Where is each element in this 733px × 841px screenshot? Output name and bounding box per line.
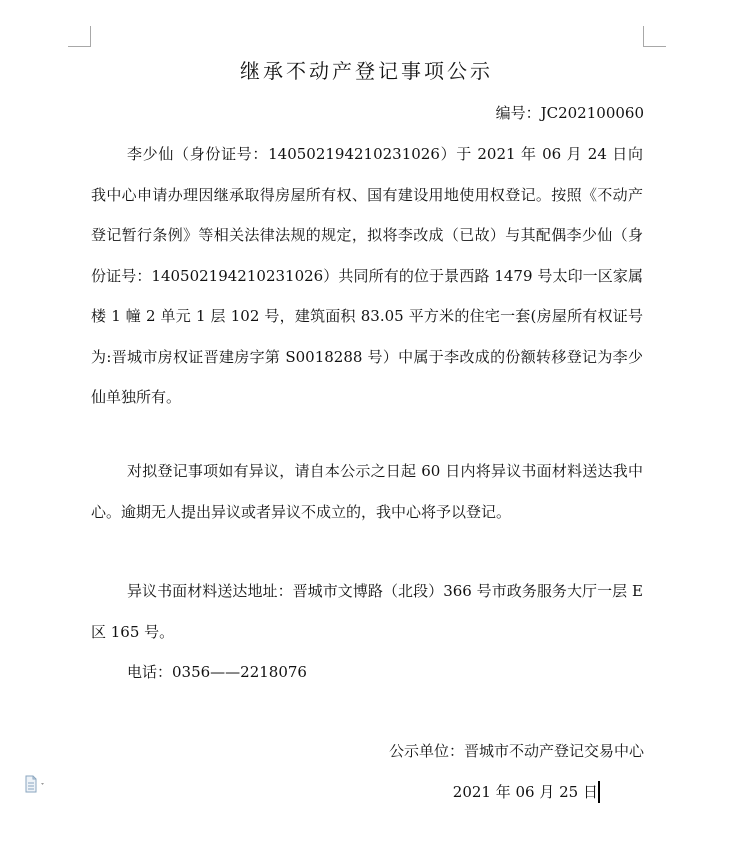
paragraph-address: 异议书面材料送达地址：晋城市文博路（北段）366 号市政务服务大厅一层 E 区 165 号。 — [91, 582, 643, 641]
document-title: 继承不动产登记事项公示 — [240, 59, 493, 83]
page-corner-mark-top-left — [68, 26, 91, 47]
page-corner-mark-top-right — [643, 26, 666, 47]
issuing-unit: 公示单位：晋城市不动产登记交易中心 — [388, 742, 644, 760]
paragraph-objection: 对拟登记事项如有异议，请自本公示之日起 60 日内将异议书面材料送达我中心。逾期无人提出异议或者异议不成立的，我中心将予以登记。 — [91, 462, 643, 521]
document-number: 编号：JC202100060 — [495, 104, 644, 122]
paragraph-phone: 电话：0356——2218076 — [127, 663, 307, 681]
document-page-icon[interactable] — [23, 775, 51, 793]
text-cursor — [598, 781, 600, 803]
paragraph-application: 李少仙（身份证号：140502194210231026）于 2021 年 06 月 24 日向我中心申请办理因继承取得房屋所有权、国有建设用地使用权登记。按照《不动产登记暂行条例》等相关法律法规的规定，拟将李改成（已故）与其配偶李少仙（身份证号：140502194210231026）共同所有的位于景西路 1479 号太印一区家属楼 1 幢 2 单元 1 层 102 号，建筑面积 83.05 平方米的住宅一套(房屋所有权证号为:晋城市房权证晋建房字第 S0018288 号）中属于李改成的份额转移登记为李少仙单独所有。 — [91, 145, 643, 406]
issue-date: 2021 年 06 月 25 日 — [452, 783, 598, 801]
